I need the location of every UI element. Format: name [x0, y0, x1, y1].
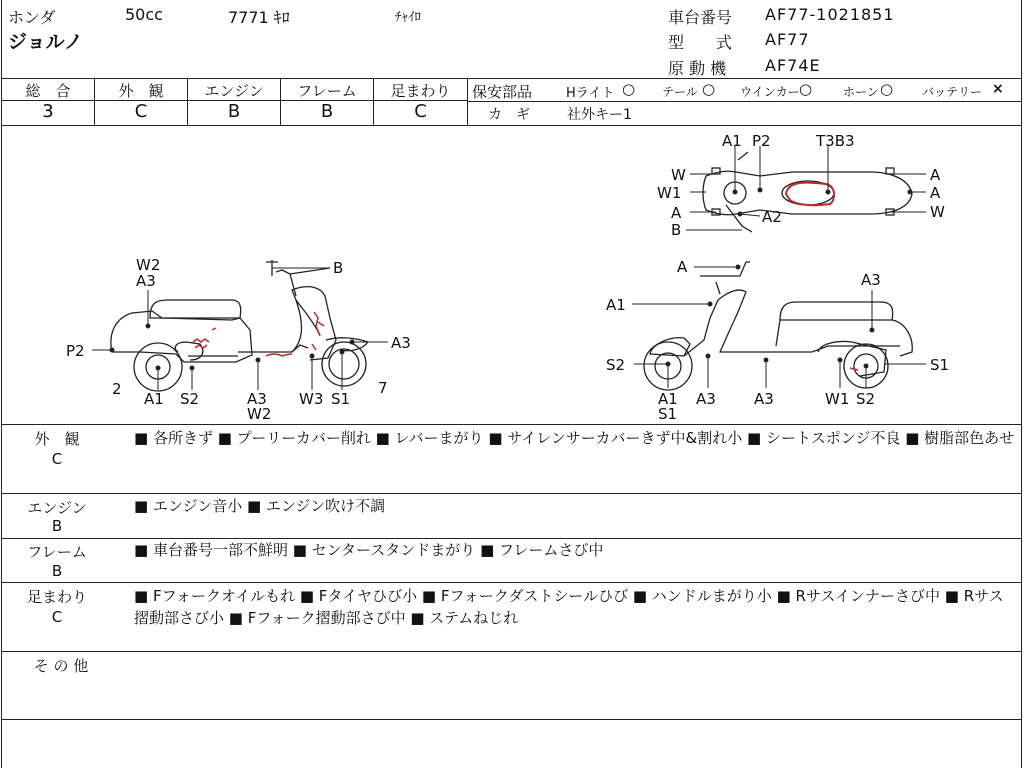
remark-text-exterior: ■ 各所きず ■ プーリーカバー削れ ■ レバーまがり ■ サイレンサーカバーきず中&割れ小 ■ シートスポンジ不良 ■ 樹脂部色あせ	[134, 429, 1015, 447]
maker: ホンダ	[8, 8, 56, 27]
label-left-7: 7	[378, 379, 388, 397]
damage-marks-right	[850, 368, 858, 370]
label-top-a1: A1	[722, 132, 742, 150]
remark-grade-suspension: C	[51, 608, 63, 626]
grade-value-overall: 3	[42, 101, 54, 122]
label-right-w1: W1	[825, 390, 850, 408]
label-left-w2-top: W2	[136, 256, 161, 274]
label-top-a2: A2	[762, 208, 782, 226]
grade-label-frame: フレーム	[297, 82, 357, 100]
grade-label-suspension: 足まわり	[390, 82, 451, 100]
label-left-a3-bottom: A3	[247, 390, 267, 408]
label-right-a3-bottom-1: A3	[696, 390, 716, 408]
engine-label: 原 動 機	[668, 59, 727, 78]
safety-item-horn: ホーン	[843, 85, 879, 99]
type-value: AF77	[765, 30, 810, 49]
safety-mark-battery: ×	[992, 81, 1004, 97]
remark-grade-exterior: C	[51, 450, 63, 468]
label-left-w3: W3	[299, 390, 324, 408]
label-top-p2: P2	[752, 132, 771, 150]
label-right-s1-right: S1	[930, 356, 950, 374]
safety-item-headlight: Hライト	[566, 86, 615, 101]
safety-item-battery: バッテリー	[922, 85, 983, 99]
label-top-a-left: A	[671, 204, 682, 222]
remark-text-frame: ■ 車台番号一部不鮮明 ■ センタースタンドまがり ■ フレームさび中	[134, 541, 604, 559]
label-left-s1: S1	[331, 390, 351, 408]
label-left-a3-top: A3	[136, 272, 156, 290]
label-left-p2: P2	[66, 342, 85, 360]
label-left-2: 2	[112, 380, 122, 398]
label-top-w1: W1	[657, 184, 682, 202]
safety-mark-headlight: ○	[622, 80, 636, 98]
key-value: 社外キー1	[567, 107, 632, 123]
grade-label-engine: エンジン	[204, 82, 264, 100]
label-left-s2: S2	[180, 390, 200, 408]
label-left-a3-right: A3	[391, 334, 411, 352]
mileage: 7771 ｷﾛ	[228, 8, 290, 27]
label-left-a1: A1	[144, 390, 164, 408]
label-top-t3b3: T3B3	[816, 132, 855, 150]
remark-category-suspension: 足まわり	[26, 588, 87, 606]
grade-value-engine: B	[227, 101, 241, 122]
key-label: カ ギ	[488, 107, 530, 123]
label-right-a-top: A	[677, 258, 688, 276]
label-top-a-right-1: A	[930, 166, 941, 184]
label-right-s2-left: S2	[606, 356, 626, 374]
displacement: 50cc	[125, 5, 163, 24]
frame-no-label: 車台番号	[668, 8, 733, 27]
remark-category-engine: エンジン	[27, 499, 87, 517]
color: ﾁｬｲﾛ	[395, 10, 421, 25]
safety-mark-tail: ○	[702, 80, 716, 98]
damage-diagram	[0, 126, 1024, 424]
remark-grade-engine: B	[51, 517, 63, 535]
safety-mark-horn: ○	[880, 80, 894, 98]
label-right-s2-bottom: S2	[856, 390, 876, 408]
label-right-s1-bottom: S1	[658, 405, 678, 423]
engine-value: AF74E	[765, 56, 821, 75]
remark-grade-frame: B	[51, 562, 63, 580]
label-right-a3-top: A3	[861, 271, 881, 289]
grade-label-overall: 総 合	[25, 82, 71, 100]
grade-label-exterior: 外 観	[118, 82, 164, 100]
safety-item-tail: テール	[662, 85, 698, 99]
remark-text-engine: ■ エンジン音小 ■ エンジン吹け不調	[134, 497, 386, 515]
grade-value-exterior: C	[134, 101, 148, 122]
label-right-a3-bottom-2: A3	[754, 390, 774, 408]
label-top-b: B	[671, 221, 682, 239]
safety-item-winker: ウインカー	[740, 85, 800, 99]
frame-no: AF77-1021851	[765, 5, 895, 24]
grade-value-frame: B	[320, 101, 334, 122]
safety-mark-winker: ○	[799, 80, 813, 98]
label-left-b: B	[333, 259, 344, 277]
type-label: 型 式	[668, 33, 733, 52]
remark-text-suspension: ■ Fフォークオイルもれ ■ Fタイヤひび小 ■ Fフォークダストシールひび ■ ハンドルまがり小 ■ Rサスインナーさび中 ■ Rサス摺動部さび小 ■ Fフォーク摺動部さび中 ■ ステムねじれ	[134, 587, 1004, 627]
remark-category-frame: フレーム	[27, 543, 87, 561]
remark-category-exterior: 外 観	[34, 430, 80, 448]
label-top-a-right-2: A	[930, 184, 941, 202]
grade-value-suspension: C	[414, 101, 427, 122]
label-right-a1-bottom: A1	[658, 390, 678, 408]
remark-category-other: そ の 他	[33, 657, 89, 675]
label-right-a1-left: A1	[606, 296, 626, 314]
label-top-w-right: W	[930, 203, 945, 221]
model-name: ジョルノ	[8, 31, 83, 53]
label-left-w2-bottom: W2	[247, 405, 272, 423]
safety-label: 保安部品	[472, 83, 533, 101]
label-top-w-left: W	[671, 166, 686, 184]
